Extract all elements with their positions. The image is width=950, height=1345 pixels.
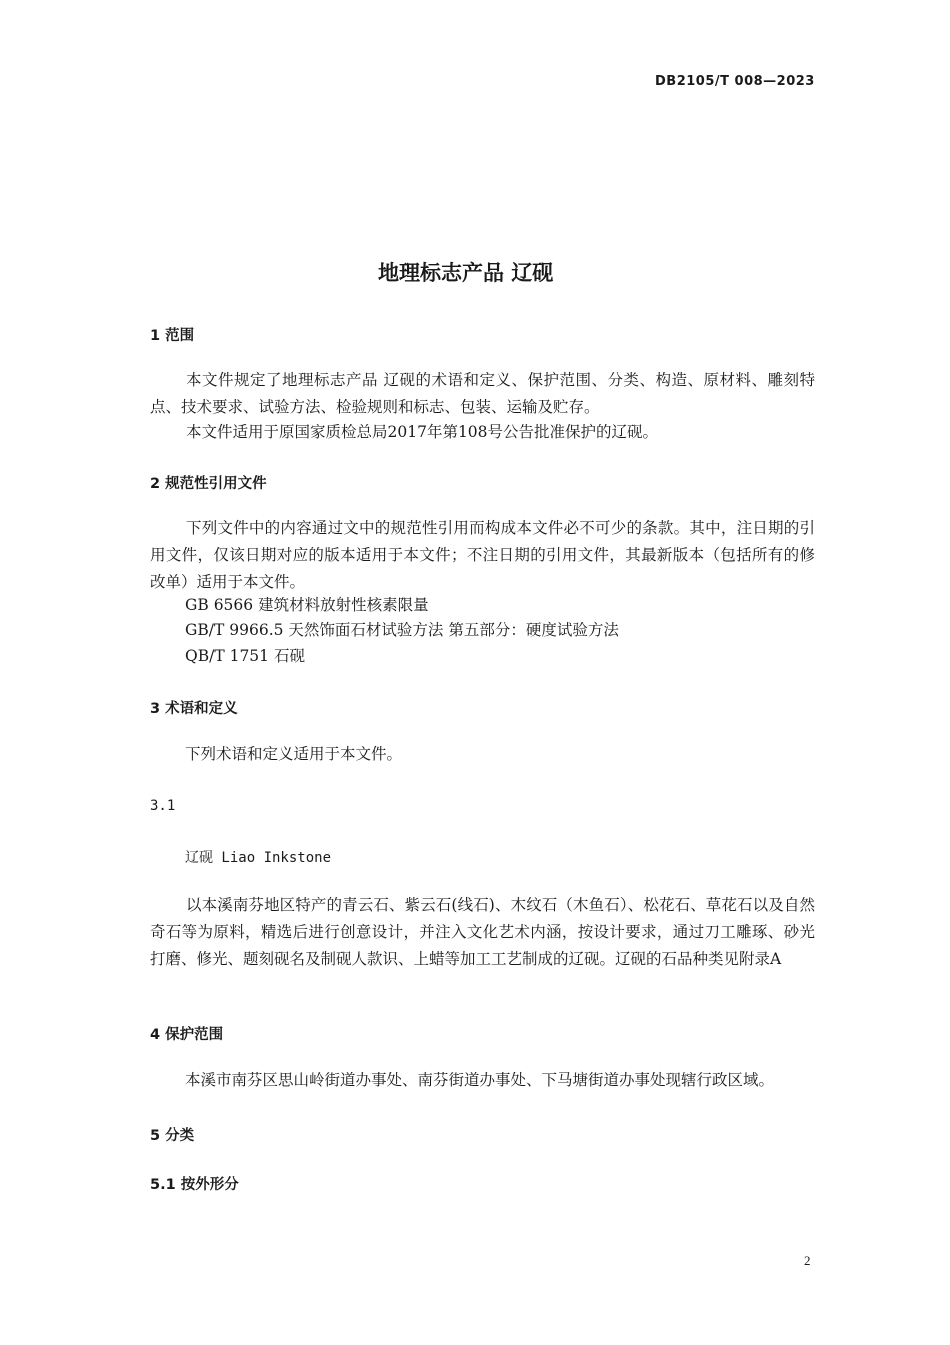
page-title: 地理标志产品 辽砚 bbox=[378, 261, 554, 285]
section-4-paragraph: 本溪市南芬区思山岭街道办事处、南芬街道办事处、下马塘街道办事处现辖行政区域。 bbox=[185, 1071, 775, 1089]
section-3-paragraph: 下列术语和定义适用于本文件。 bbox=[185, 745, 403, 763]
subsection-number: 3.1 bbox=[150, 798, 176, 814]
reference-item: QB/T 1751 石砚 bbox=[185, 647, 305, 665]
reference-item: GB 6566 建筑材料放射性核素限量 bbox=[185, 596, 429, 614]
section-1-heading: 1 范围 bbox=[150, 328, 195, 344]
section-5-heading: 5 分类 bbox=[150, 1128, 195, 1144]
term-entry: 辽砚 Liao Inkstone bbox=[185, 850, 332, 866]
section-2-paragraph: 下列文件中的内容通过文中的规范性引用而构成本文件必不可少的条款。其中，注日期的引用文件，仅该日期对应的版本适用于本文件；不注日期的引用文件，其最新版本（包括所有的修改单）适用于本文件。 bbox=[150, 519, 815, 591]
page-number: 2 bbox=[804, 1253, 811, 1268]
document-number: DB2105/T 008—2023 bbox=[655, 74, 815, 89]
section-1-paragraph: 本文件规定了地理标志产品 辽砚的术语和定义、保护范围、分类、构造、原材料、雕刻特点、技术要求、试验方法、检验规则和标志、包装、运输及贮存。 bbox=[150, 371, 815, 416]
section-1-paragraph-2: 本文件适用于原国家质检总局2017年第108号公告批准保护的辽砚。 bbox=[186, 423, 659, 441]
section-3-heading: 3 术语和定义 bbox=[150, 701, 238, 717]
reference-item: GB/T 9966.5 天然饰面石材试验方法 第五部分：硬度试验方法 bbox=[185, 621, 619, 639]
term-definition: 以本溪南芬地区特产的青云石、紫云石(线石)、木纹石（木鱼石）、松花石、草花石以及自然奇石等为原料，精选后进行创意设计，并注入文化艺术内涵，按设计要求，通过刀工雕琢、砂光打磨、修光、题刻砚名及制砚人款识、上蜡等加工工艺制成的辽砚。辽砚的石品种类见附录A bbox=[150, 896, 815, 968]
section-4-heading: 4 保护范围 bbox=[150, 1027, 224, 1043]
section-2-heading: 2 规范性引用文件 bbox=[150, 476, 267, 492]
subsection-5-1-heading: 5.1 按外形分 bbox=[150, 1177, 239, 1193]
